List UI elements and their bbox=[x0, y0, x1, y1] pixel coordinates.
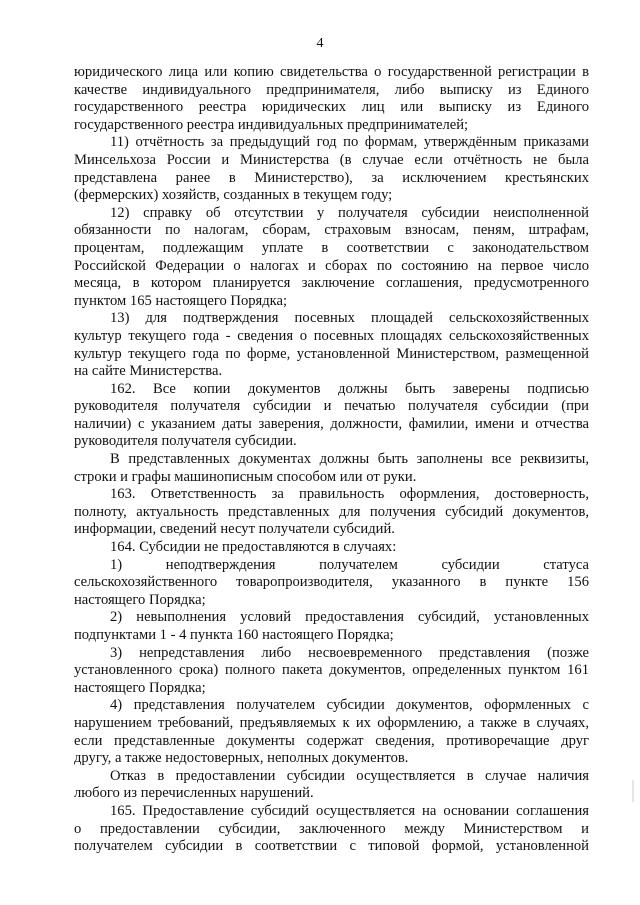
text-line: 164. Субсидии не предоставляются в случаях: bbox=[110, 539, 397, 556]
text-line: 11) отчётность за предыдущий год по формам, утверждённым приказами bbox=[110, 134, 589, 151]
text-line: пунктом 165 настоящего Порядка; bbox=[74, 292, 288, 309]
text-line: настоящего Порядка; bbox=[74, 591, 206, 608]
text-line: государственного реестра индивидуальных предпринимателей; bbox=[74, 116, 469, 133]
text-line: юридического лица или копию свидетельства о государственной регистрации в bbox=[74, 64, 589, 80]
text-line: процентам, подлежащим уплате в соответствии с законодательством bbox=[74, 239, 589, 256]
text-line: 165. Предоставление субсидий осуществляется на основании соглашения bbox=[110, 802, 589, 819]
text-line: руководителя получателя субсидии и печатью получателя субсидии (при bbox=[74, 398, 589, 415]
page-number: 4 bbox=[316, 36, 324, 51]
text-line: обязанности по налогам, сборам, страховым взносам, пеням, штрафам, bbox=[74, 222, 589, 239]
text-line: месяца, в котором планируется заключение соглашения, предусмотренного bbox=[74, 275, 589, 292]
text-line: руководителя получателя субсидии. bbox=[74, 433, 297, 450]
scan-margin-mark bbox=[632, 780, 634, 802]
text-line: о предоставлении субсидии, заключенного между Министерством и bbox=[74, 820, 589, 837]
text-line: 13) для подтверждения посевных площадей сельскохозяйственных bbox=[110, 310, 589, 327]
text-line: наличии) с указанием даты заверения, должности, фамилии, имени и отчества bbox=[74, 415, 589, 432]
text-line: сельскохозяйственного товаропроизводителя, указанного в пункте 156 bbox=[74, 574, 589, 591]
text-line: нарушением требований, предъявляемых к их оформлению, а также в случаях, bbox=[74, 714, 589, 731]
text-line: культур текущего года по форме, установленной Министерством, размещенной bbox=[74, 345, 589, 362]
text-line: строки и графы машинописным способом или от руки. bbox=[74, 468, 417, 485]
text-line: полноту, актуальность представленных для получения субсидий документов, bbox=[74, 503, 589, 520]
text-line: подпунктами 1 - 4 пункта 160 настоящего Порядка; bbox=[74, 627, 394, 643]
text-line: другу, а также недостоверных, неполных документов. bbox=[74, 750, 409, 767]
text-line: государственного реестра юридических лиц или выписку из Единого bbox=[74, 99, 589, 116]
text-line: 1) неподтверждения получателем субсидии статуса bbox=[110, 556, 589, 573]
text-line: 163. Ответственность за правильность оформления, достоверность, bbox=[110, 486, 589, 503]
text-line: качестве индивидуального предпринимателя, либо выписку из Единого bbox=[74, 81, 589, 98]
text-line: (фермерских) хозяйств, созданных в текущем году; bbox=[74, 187, 393, 204]
document-body bbox=[74, 64, 589, 856]
text-line: 12) справку об отсутствии у получателя субсидии неисполненной bbox=[110, 204, 589, 221]
text-line: 2) невыполнения условий предоставления субсидий, установленных bbox=[110, 609, 589, 626]
text-line: 162. Все копии документов должны быть заверены подписью bbox=[110, 380, 589, 397]
text-line: если представленные документы содержат сведения, противоречащие друг bbox=[74, 732, 589, 749]
text-line: 3) непредставления либо несвоевременного представления (позже bbox=[110, 644, 589, 661]
text-line: любого из перечисленных нарушений. bbox=[74, 785, 314, 802]
text-line: Российской Федерации о налогах и сборах по состоянию на первое число bbox=[74, 257, 589, 274]
text-line: информации, сведений несут получатели субсидий. bbox=[74, 521, 395, 538]
text-line: В представленных документах должны быть заполнены все реквизиты, bbox=[110, 451, 589, 468]
text-line: получателем субсидии в соответствии с типовой формой, установленной bbox=[74, 838, 589, 855]
text-line: настоящего Порядка; bbox=[74, 679, 206, 696]
text-line: на сайте Министерства. bbox=[74, 363, 223, 380]
text-line: установленного срока) полного пакета документов, определенных пунктом 161 bbox=[74, 662, 589, 679]
text-line: 4) представления получателем субсидии документов, оформленных с bbox=[110, 697, 589, 714]
text-line: Отказ в предоставлении субсидии осуществляется в случае наличия bbox=[110, 767, 589, 784]
text-line: культур текущего года - сведения о посевных площадях сельскохозяйственных bbox=[74, 327, 589, 344]
text-line: Минсельхоза России и Министерства (в случае если отчётность не была bbox=[74, 151, 589, 168]
text-line: представлена ранее в Министерство), за исключением крестьянских bbox=[74, 169, 589, 186]
